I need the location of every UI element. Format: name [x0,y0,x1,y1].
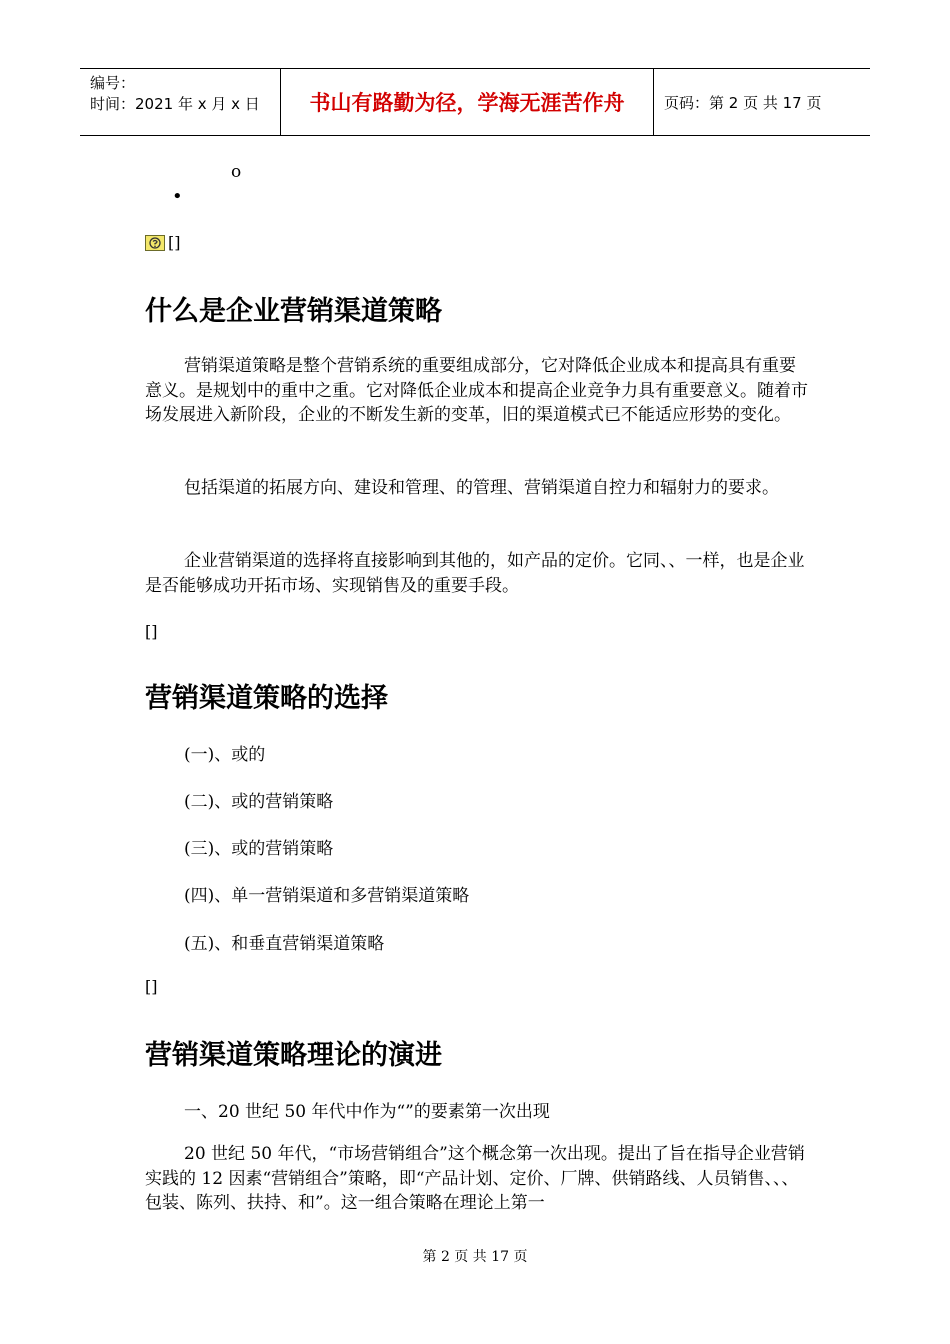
help-icon-row [145,233,180,252]
motto-text: 书山有路勤为径，学海无涯苦作舟 [309,91,625,115]
section1-bracket: [] [145,622,158,641]
section3-title: 营销渠道策略理论的演进 [145,1040,442,1071]
page-footer: 第 2 页 共 17 页 [422,1249,528,1265]
section2-item-3: (三)、或的营销策略 [184,839,334,859]
section2-bracket: [] [145,977,158,996]
header-meta-cell [80,69,281,135]
header-table [80,68,870,136]
section2-item-2: (二)、或的营销策略 [184,792,334,812]
icon-row-bracket: [] [168,233,181,252]
page-info: 页码：第 2 页 共 17 页 [664,93,822,112]
circle-bullet: o [231,162,242,182]
section3-subheading: 一、20 世纪 50 年代中作为“”的要素第一次出现 [184,1102,550,1122]
header-motto-cell [281,69,654,135]
section1-paragraph-2: 包括渠道的拓展方向、建设和管理、的管理、营销渠道自控力和辐射力的要求。 [184,478,779,498]
section1-paragraph-3: 企业营销渠道的选择将直接影响到其他的，如产品的定价。它同、、一样，也是企业是否能够成功开拓市场、实现销售及的重要手段。 [145,551,805,596]
section2-item-5: (五)、和垂直营销渠道策略 [184,934,385,954]
section3-paragraph: 20 世纪 50 年代，“市场营销组合”这个概念第一次出现。提出了旨在指导企业营销实践的 12 因素“营销组合”策略，即“产品计划、定价、厂牌、供销路线、人员销售、、、包装、陈列、扶持、和”。这一组合策略在理论上第一 [145,1144,805,1213]
header-page-cell [654,69,870,135]
number-label: 编号： [90,74,136,92]
section1-title: 什么是企业营销渠道策略 [145,296,442,327]
time-label: 时间：2021 年 x 月 x 日 [90,95,260,113]
section1-paragraph-1: 营销渠道策略是整个营销系统的重要组成部分，它对降低企业成本和提高具有重要意义。是规划中的重中之重。它对降低企业成本和提高企业竞争力具有重要意义。随着市场发展进入新阶段，企业的不断发生新的变革，旧的渠道模式已不能适应形势的变化。 [145,356,808,425]
section2-item-1: (一)、或的 [184,745,266,765]
dot-bullet: • [172,186,183,207]
section2-title: 营销渠道策略的选择 [145,683,388,714]
section2-item-4: (四)、单一营销渠道和多营销渠道策略 [184,886,470,906]
help-icon[interactable] [145,235,165,251]
